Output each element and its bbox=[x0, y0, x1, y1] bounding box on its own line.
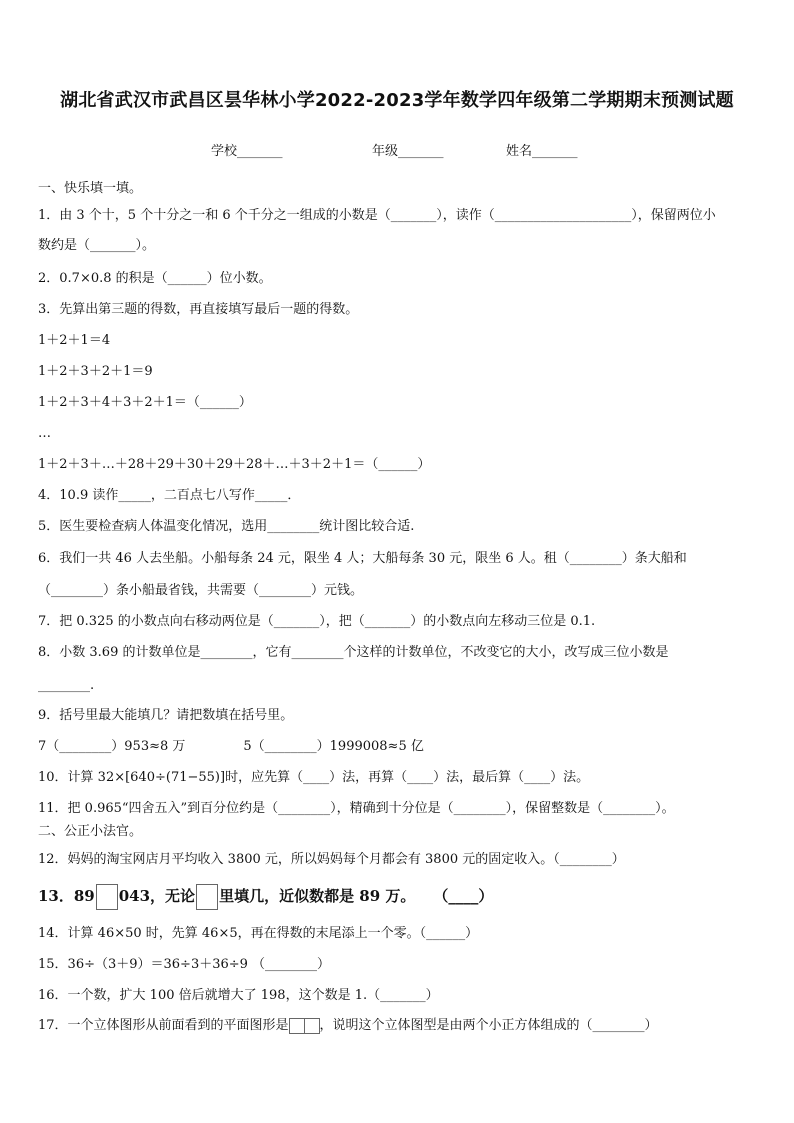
question-9-items bbox=[38, 738, 764, 756]
name-field: 姓名_______ bbox=[506, 144, 578, 159]
question-7: 7．把 0.325 的小数点向右移动两位是（_______），把（_______）的小数点向左移动三位是 0.1. bbox=[38, 614, 596, 629]
question-15: 15．36÷（3＋9）＝36÷3＋36÷9 （________） bbox=[38, 957, 331, 972]
question-3: 3．先算出第三题的得数，再直接填写最后一题的得数。 bbox=[38, 302, 359, 317]
blank-box bbox=[96, 884, 118, 910]
question-6-line-2: （________）条小船最省钱，共需要（________）元钱。 bbox=[38, 583, 364, 598]
question-3-ellipsis: … bbox=[38, 426, 51, 441]
question-2: 2．0.7×0.8 的积是（______）位小数。 bbox=[38, 271, 272, 286]
question-4: 4．10.9 读作_____，二百点七八写作_____． bbox=[38, 488, 301, 503]
question-5: 5．医生要检查病人体温变化情况，选用________统计图比较合适. bbox=[38, 519, 415, 534]
section-heading-2: 二、公正小法官。 bbox=[38, 824, 143, 839]
question-16: 16．一个数，扩大 100 倍后就增大了 198，这个数是 1.（_______） bbox=[38, 988, 439, 1003]
square-icon bbox=[305, 1018, 320, 1034]
question-9: 9．括号里最大能填几？请把数填在括号里。 bbox=[38, 708, 294, 723]
question-17-part-1: 17．一个立体图形从前面看到的平面图形是 bbox=[38, 1018, 289, 1033]
grade-field: 年级_______ bbox=[372, 144, 444, 159]
question-3-equation-2: 1＋2＋3＋2＋1＝9 bbox=[38, 364, 153, 379]
question-3-equation-3: 1＋2＋3＋4＋3＋2＋1＝（______） bbox=[38, 395, 252, 410]
blank-box bbox=[196, 884, 218, 910]
question-13-part-3: 里填几，近似数都是 89 万。 bbox=[219, 887, 416, 905]
question-13-part-1: 13．89 bbox=[38, 887, 95, 905]
question-8-line-2: ________. bbox=[38, 678, 95, 693]
school-field: 学校_______ bbox=[211, 144, 283, 159]
question-6-line-1: 6．我们一共 46 人去坐船。小船每条 24 元，限坐 4 人；大船每条 30 元，限坐 6 人。租（________）条大船和 bbox=[38, 551, 687, 566]
square-icon bbox=[289, 1018, 305, 1034]
question-12: 12．妈妈的淘宝网店月平均收入 3800 元，所以妈妈每个月都会有 3800 元的固定收入。（________） bbox=[38, 852, 625, 867]
question-3-equation-4: 1＋2＋3＋…＋28＋29＋30＋29＋28＋…＋3＋2＋1＝（______） bbox=[38, 457, 431, 472]
question-3-equation-1: 1＋2＋1＝4 bbox=[38, 333, 111, 348]
section-heading-1: 一、快乐填一填。 bbox=[38, 181, 143, 196]
page-title: 湖北省武汉市武昌区昙华林小学2022-2023学年数学四年级第二学期期末预测试题 bbox=[60, 90, 734, 111]
question-9-item-a: 7（________）953≈8 万 bbox=[38, 739, 186, 754]
question-10: 10．计算 32×[640÷(71−55)]时，应先算（____）法，再算（____）法，最后算（____）法。 bbox=[38, 770, 590, 785]
question-17 bbox=[38, 1017, 764, 1035]
question-13-answer: （____） bbox=[433, 887, 494, 905]
question-13 bbox=[38, 883, 764, 910]
question-8-line-1: 8．小数 3.69 的计数单位是________，它有________个这样的计数单位，不改变它的大小，改写成三位小数是 bbox=[38, 645, 669, 660]
question-1-line-1: 1．由 3 个十，5 个十分之一和 6 个千分之一组成的小数是（_______），读作（_____________________），保留两位小 bbox=[38, 208, 716, 223]
question-9-item-b: 5（________）1999008≈5 亿 bbox=[243, 739, 424, 754]
question-11: 11．把 0.965“四舍五入”到百分位约是（________），精确到十分位是（________），保留整数是（________）。 bbox=[38, 801, 675, 816]
question-13-part-2: 043，无论 bbox=[118, 887, 196, 905]
question-17-part-2: ，说明这个立体图型是由两个小正方体组成的（________） bbox=[319, 1018, 658, 1033]
question-14: 14．计算 46×50 时，先算 46×5，再在得数的末尾添上一个零。（______） bbox=[38, 926, 479, 941]
question-1-line-2: 数约是（_______）。 bbox=[38, 238, 156, 253]
